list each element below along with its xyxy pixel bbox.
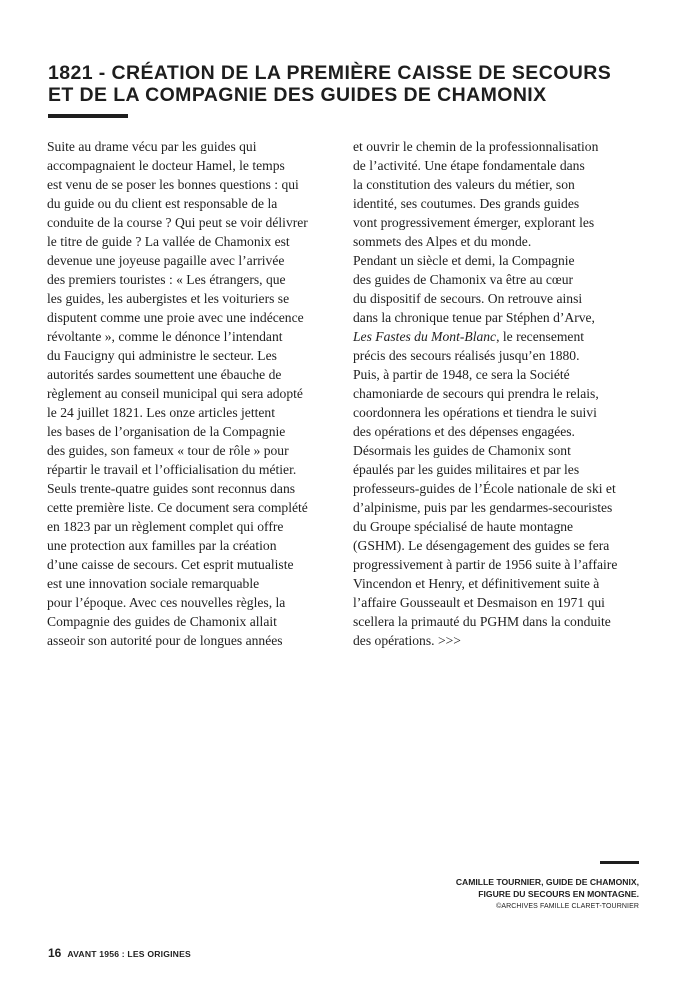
text-line: Suite au drame vécu par les guides qui [47,139,257,154]
text-line: du dispositif de secours. On retrouve ainsi [353,291,583,306]
text-line: accompagnaient le docteur Hamel, le temps [47,158,285,173]
text-line: dans la chronique tenue par Stéphen d’Arve, [353,310,595,325]
text-line: coordonnera les opérations et tiendra le suivi [353,405,597,420]
caption-rule [600,861,639,864]
text-line: en 1823 par un règlement complet qui offre [47,519,284,534]
text-line: l’affaire Gousseault et Desmaison en 1971 qui [353,595,605,610]
text-line: les bases de l’organisation de la Compagnie [47,424,286,439]
text-line: des opérations. >>> [353,633,461,648]
page-number: 16 [48,946,62,960]
text-line: des guides de Chamonix va être au cœur [353,272,574,287]
title-line: 1821 - CRÉATION DE LA PREMIÈRE CAISSE DE SECOURS [48,62,612,84]
text-line: Compagnie des guides de Chamonix allait [47,614,277,629]
text-line: est venu de se poser les bonnes questions : qui [47,177,299,192]
text-line: du guide ou du client est responsable de la [47,196,278,211]
text-line: une protection aux familles par la création [47,538,277,553]
text-line [353,327,628,346]
text-line: de l’activité. Une étape fondamentale dans [353,158,585,173]
text-line: scellera la primauté du PGHM dans la conduite [353,614,611,629]
text-line: révoltante », comme le dénonce l’intendant [47,329,283,344]
text-line: épaulés par les guides militaires et par les [353,462,580,477]
body-column-left [47,137,322,650]
text-line: le 24 juillet 1821. Les onze articles jettent [47,405,276,420]
text-line: professeurs-guides de l’École nationale de ski et [353,481,616,496]
text-line: pour l’époque. Avec ces nouvelles règles, la [47,595,286,610]
photo-caption [456,876,639,913]
text-line: des opérations et des dépenses engagées. [353,424,575,439]
text-line: règlement au conseil municipal qui sera adopté [47,386,303,401]
text-line: asseoir son autorité pour de longues années [47,633,283,648]
text-line: des premiers touristes : « Les étrangers, que [47,272,286,287]
book-title: Les Fastes du Mont-Blanc [353,329,497,344]
text-line: vont progressivement émerger, explorant les [353,215,595,230]
text-line: d’alpinisme, puis par les gendarmes-secouristes [353,500,613,515]
text-line: Pendant un siècle et demi, la Compagnie [353,253,575,268]
section-name: AVANT 1956 : LES ORIGINES [67,949,191,959]
text-line: les guides, les aubergistes et les voituriers se [47,291,290,306]
text-line: Désormais les guides de Chamonix sont [353,443,571,458]
title-underline [48,114,128,118]
text-line: Vincendon et Henry, et définitivement suite à [353,576,600,591]
text-line: autorités sardes soumettent une ébauche de [47,367,282,382]
text-line: du Faucigny qui administre le secteur. Les [47,348,277,363]
title-line: ET DE LA COMPAGNIE DES GUIDES DE CHAMONIX [48,84,547,106]
text-line: chamoniarde de secours qui prendra le relais, [353,386,599,401]
text-line: identité, ses coutumes. Des grands guides [353,196,580,211]
photo-credit: ©ARCHIVES FAMILLE CLARET-TOURNIER [496,903,639,910]
text-line: cette première liste. Ce document sera complété [47,500,308,515]
caption-line: CAMILLE TOURNIER, GUIDE DE CHAMONIX, [455,877,639,887]
text-fragment: , le recensement [496,329,585,344]
text-line: Seuls trente-quatre guides sont reconnus dans [47,481,296,496]
text-line: (GSHM). Le désengagement des guides se fera [353,538,610,553]
page-title [48,62,648,106]
text-line: et ouvrir le chemin de la professionnalisation [353,139,599,154]
text-line: devenue une joyeuse pagaille avec l’arrivée [47,253,285,268]
text-line: des guides, son fameux « tour de rôle » pour [47,443,289,458]
text-line: le titre de guide ? La vallée de Chamonix est [47,234,290,249]
text-line: Puis, à partir de 1948, ce sera la Société [353,367,570,382]
text-line: précis des secours réalisés jusqu’en 1880. [353,348,580,363]
text-line: progressivement à partir de 1956 suite à l’affaire [353,557,618,572]
page-footer [48,944,191,962]
text-line: disputent comme une proie avec une indécence [47,310,304,325]
text-line: la constitution des valeurs du métier, son [353,177,575,192]
text-line: sommets des Alpes et du monde. [353,234,532,249]
text-line: conduite de la course ? Qui peut se voir délivrer [47,215,308,230]
text-line: d’une caisse de secours. Cet esprit mutualiste [47,557,294,572]
caption-line: FIGURE DU SECOURS EN MONTAGNE. [478,889,639,899]
text-line: répartir le travail et l’officialisation du métier. [47,462,297,477]
text-line: du Groupe spécialisé de haute montagne [353,519,574,534]
body-column-right [353,137,628,650]
text-line: est une innovation sociale remarquable [47,576,260,591]
